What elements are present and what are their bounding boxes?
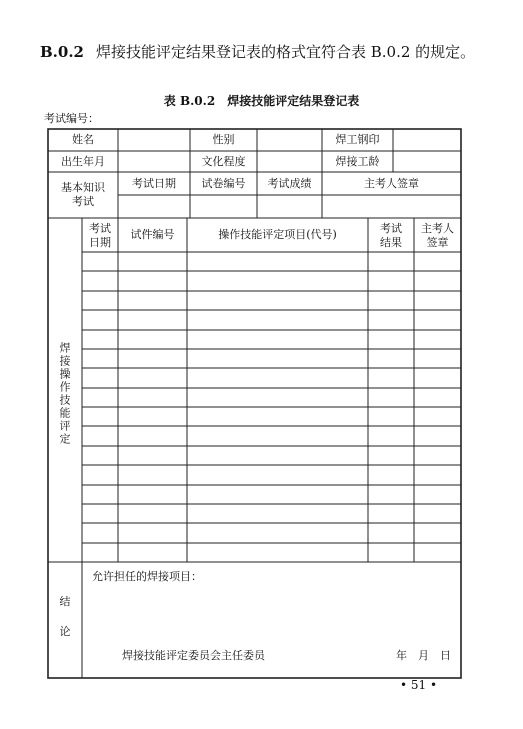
welder-seal-field[interactable] [393,129,461,151]
birth-label: 出生年月 [61,154,105,168]
practical-exam-date-line1: 考试 [89,222,111,235]
education-field[interactable] [257,151,322,172]
practical-blank-rows [82,271,461,543]
knowledge-exam-label [48,176,118,214]
knowledge-exam-date-field[interactable] [118,195,190,218]
practical-result-line1: 考试 [380,222,402,235]
practical-examiner-header [414,220,461,252]
knowledge-label-line2: 考试 [72,195,94,208]
practical-examiner-line1: 主考人 [421,222,454,235]
knowledge-examiner-sign-field[interactable] [322,195,461,218]
welder-seal-label: 焊工钢印 [335,133,380,146]
table-number: 表 B.0.2 [163,94,216,108]
knowledge-label-line1: 基本知识 [61,181,105,194]
knowledge-examiner-sign-header: 主考人签章 [364,176,419,190]
table-name: 焊接技能评定结果登记表 [227,94,360,108]
exam-number-label: 考试编号： [44,112,99,125]
knowledge-paper-no-field[interactable] [190,195,257,218]
practical-exam-date-line2: 日期 [89,236,111,249]
seniority-label: 焊接工龄 [335,154,380,168]
practical-section-label: 焊接操作技能评定 [58,342,71,446]
seniority-field[interactable] [393,151,461,172]
practical-examiner-line2: 签章 [426,236,449,249]
gender-label: 性别 [212,133,235,146]
conclusion-label-char1: 结 [59,595,71,608]
gender-field[interactable] [257,129,322,151]
committee-chair-label: 焊接技能评定委员会主任委员 [122,649,265,662]
name-field[interactable] [118,129,190,151]
page-number: • 51 • [400,678,438,692]
conclusion-date: 年 月 日 [396,649,451,662]
birth-field[interactable] [118,151,190,172]
knowledge-paper-no-header: 试卷编号 [201,176,246,190]
practical-exam-date-header [82,220,118,252]
clause-text: 焊接技能评定结果登记表的格式宜符合表 B.0.2 的规定。 [96,43,476,61]
allowed-items-label: 允许担任的焊接项目： [92,570,202,583]
practical-result-line2: 结果 [380,236,402,249]
practical-item-header: 操作技能评定项目(代号) [218,228,337,241]
knowledge-score-field[interactable] [257,195,322,218]
knowledge-score-header: 考试成绩 [267,176,312,190]
clause-number: B.0.2 [40,43,84,61]
education-label: 文化程度 [201,154,246,168]
conclusion-label-char2: 论 [59,625,71,638]
knowledge-exam-date-header: 考试日期 [132,176,176,190]
practical-specimen-no-header: 试件编号 [130,228,175,241]
name-label: 姓名 [72,133,94,146]
practical-result-header [368,220,414,252]
